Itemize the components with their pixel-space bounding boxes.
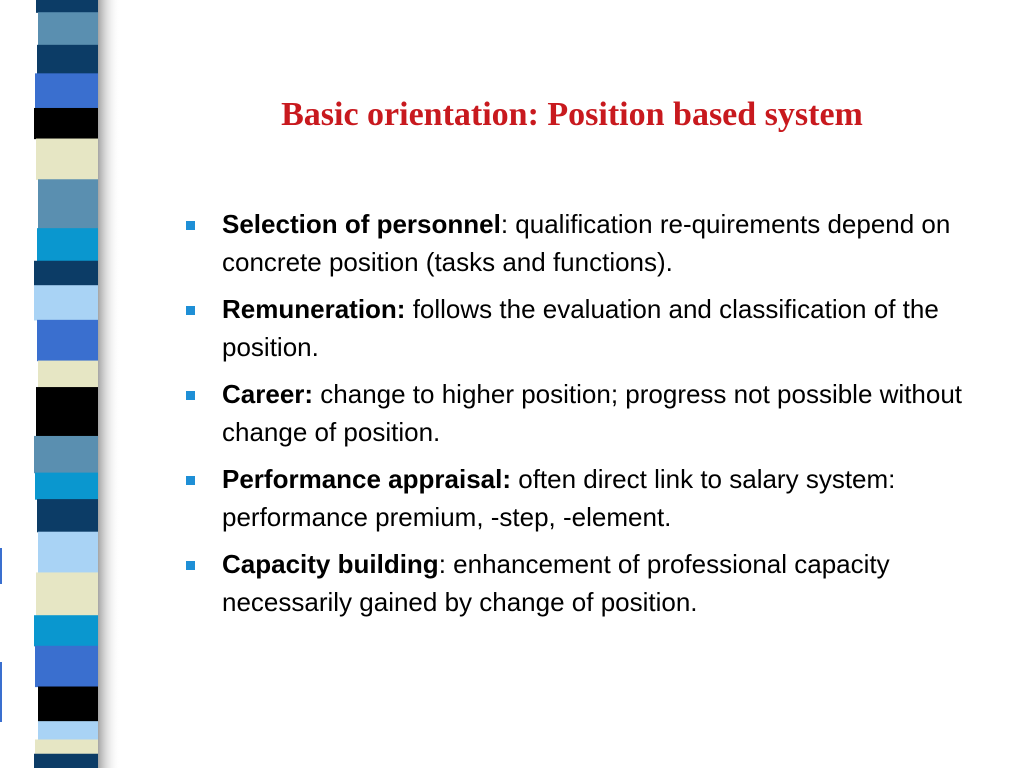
stripe-block (38, 721, 98, 740)
square-bullet-icon (186, 221, 195, 230)
stripe-block (35, 73, 98, 108)
bullet-text: follows the evaluation and classification of the position. (222, 294, 939, 362)
decorative-stripe-band (0, 0, 135, 768)
stripe-block (34, 436, 98, 473)
bullet-item (186, 290, 986, 366)
stripe-block (37, 45, 98, 74)
bullet-text: change to higher position; progress not possible without change of position. (222, 379, 963, 447)
stripe-block (35, 646, 98, 687)
stripe-block (35, 473, 98, 500)
edge-mark (0, 662, 2, 722)
bullet-term: Performance appraisal: (222, 464, 512, 494)
bullet-term: Capacity building (222, 549, 439, 579)
bullet-item (186, 205, 986, 281)
stripe-block (38, 179, 98, 228)
bullet-separator: : (500, 209, 509, 239)
slide-title: Basic orientation: Position based system (281, 96, 863, 133)
square-bullet-icon (186, 391, 195, 400)
bullet-item (186, 460, 986, 536)
stripe-block (38, 12, 98, 45)
stripe-block (38, 361, 98, 388)
stripe-block (36, 387, 98, 436)
stripe-block (37, 320, 98, 361)
stripe-block (37, 228, 98, 261)
stripe-blocks (34, 0, 98, 768)
square-bullet-icon (186, 306, 195, 315)
bullet-list (186, 205, 986, 630)
stripe-block (34, 615, 98, 646)
stripe-block (34, 754, 98, 768)
stripe-block (36, 139, 98, 180)
stripe-block (36, 572, 98, 615)
bullet-text: often direct link to salary system: performance premium, -step, -element. (222, 464, 896, 532)
bullet-item (186, 375, 986, 451)
bullet-term: Career: (222, 379, 314, 409)
bullet-term: Remuneration: (222, 294, 406, 324)
stripe-block (38, 532, 98, 573)
stripe-block (37, 499, 98, 532)
bullet-term: Selection of personnel (222, 209, 501, 239)
stripe-block (34, 261, 98, 286)
edge-mark (0, 548, 2, 584)
stripe-block (34, 285, 98, 320)
stripe-block (36, 0, 98, 13)
stripe-block (34, 108, 98, 139)
bullet-text: qualification re-quirements depend on concrete position (tasks and functions). (222, 209, 951, 277)
square-bullet-icon (186, 561, 195, 570)
stripe-block (35, 739, 98, 754)
bullet-item (186, 545, 986, 621)
stripe-shadow (98, 0, 120, 768)
bullet-separator: : (438, 549, 446, 579)
square-bullet-icon (186, 476, 195, 485)
bullet-text: enhancement of professional capacity necessarily gained by change of position. (222, 549, 890, 617)
stripe-block (38, 687, 98, 722)
